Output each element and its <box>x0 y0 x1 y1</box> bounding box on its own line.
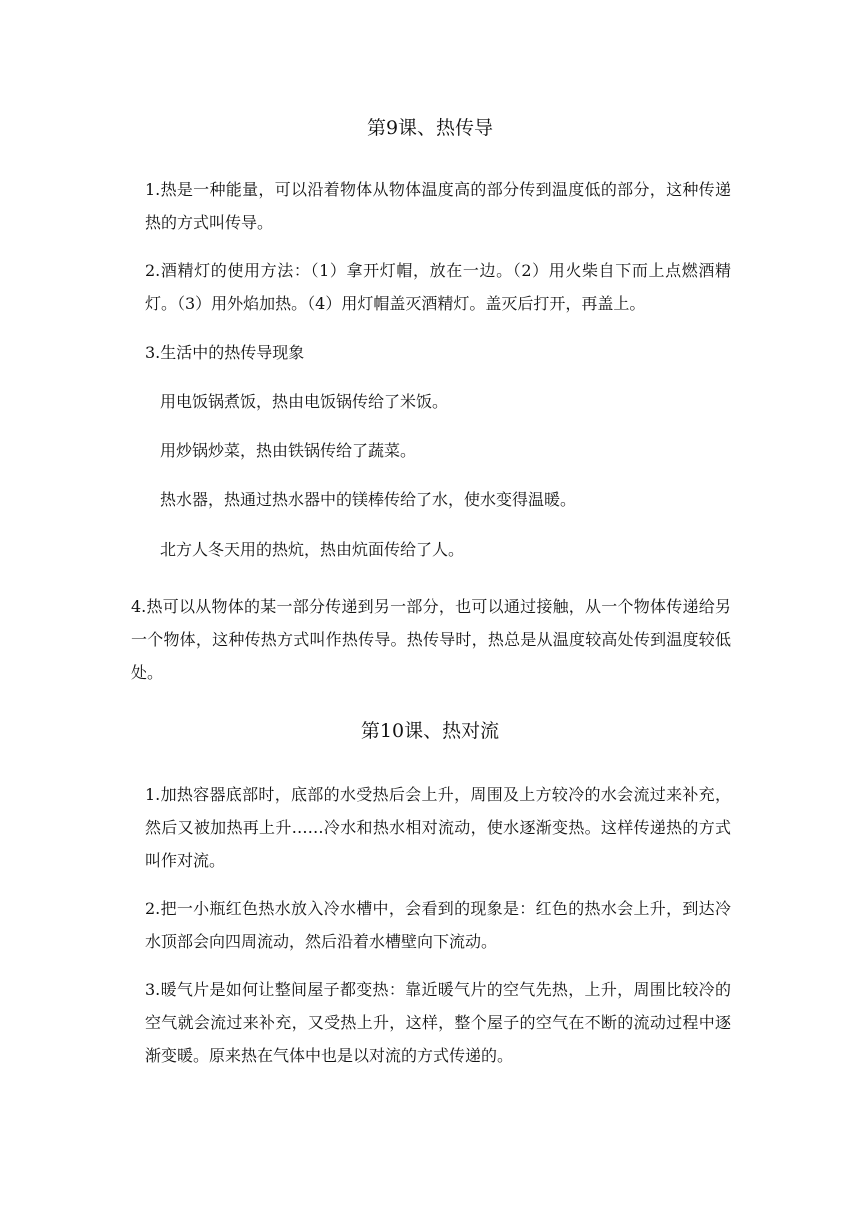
lesson-10-point-3: 3.暖气片是如何让整间屋子都变热：靠近暖气片的空气先热，上升，周围比较冷的空气就会流过来补充，又受热上升，这样，整个屋子的空气在不断的流动过程中逐渐变暖。原来热在气体中也是以对流的方式传递的。 <box>145 980 731 1065</box>
lesson-10-point-1: 1.加热容器底部时，底部的水受热后会上升，周围及上方较冷的水会流过来补充，然后又被加热再上升……冷水和热水相对流动，使水逐渐变热。这样传递热的方式叫作对流。 <box>145 785 731 870</box>
lesson-9-title: 第9课、热传导 <box>366 117 494 139</box>
example-item: 用电饭锅煮饭，热由电饭锅传给了米饭。 <box>160 392 449 411</box>
lesson-9-point-3-heading: 3.生活中的热传导现象 <box>145 343 305 362</box>
lesson-9-point-1: 1.热是一种能量，可以沿着物体从物体温度高的部分传到温度低的部分，这种传递热的方式叫传导。 <box>145 180 731 232</box>
lesson-10-point-2: 2.把一小瓶红色热水放入冷水槽中，会看到的现象是：红色的热水会上升，到达冷水顶部会向四周流动，然后沿着水槽壁向下流动。 <box>145 899 731 951</box>
lesson-9-point-4: 4.热可以从物体的某一部分传递到另一部分，也可以通过接触，从一个物体传递给另一个物体，这种传热方式叫作热传导。热传导时，热总是从温度较高处传到温度较低处。 <box>131 597 731 682</box>
lesson-10-title: 第10课、热对流 <box>360 720 500 742</box>
example-item: 用炒锅炒菜，热由铁锅传给了蔬菜。 <box>160 441 417 460</box>
example-item: 北方人冬天用的热炕，热由炕面传给了人。 <box>160 540 465 559</box>
example-item: 热水器，热通过热水器中的镁棒传给了水，使水变得温暖。 <box>160 490 577 509</box>
lesson-9-point-2: 2.酒精灯的使用方法：（1）拿开灯帽，放在一边。（2）用火柴自下而上点燃酒精灯。（3）用外焰加热。（4）用灯帽盖灭酒精灯。盖灭后打开，再盖上。 <box>145 261 731 313</box>
